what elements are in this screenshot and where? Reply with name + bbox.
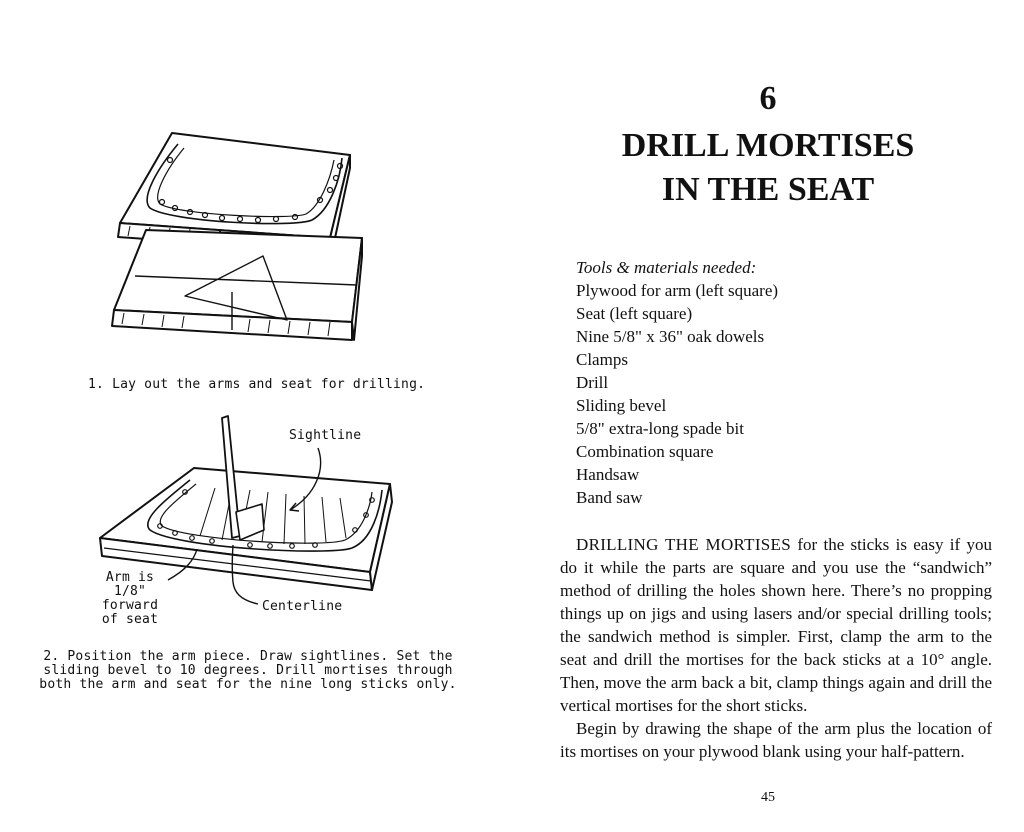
tool-item: Clamps bbox=[576, 350, 628, 369]
figure1-caption: 1. Lay out the arms and seat for drilling. bbox=[88, 377, 426, 392]
tools-list bbox=[576, 256, 778, 509]
centerline-label: Centerline bbox=[262, 599, 343, 614]
seat-blank-drawing bbox=[112, 230, 362, 340]
figure2-caption: 2. Position the arm piece. Draw sightlines. Set the sliding bevel to 10 degrees. Drill mortises through both the arm and seat for the nine long sticks only. bbox=[39, 649, 457, 692]
body-text bbox=[560, 533, 992, 763]
tool-item: Combination square bbox=[576, 442, 714, 461]
tool-item: 5/8" extra-long spade bit bbox=[576, 419, 744, 438]
tool-item: Band saw bbox=[576, 488, 643, 507]
paragraph-1 bbox=[560, 533, 992, 717]
right-page bbox=[512, 0, 1024, 832]
title-line-1: DRILL MORTISES bbox=[621, 127, 915, 164]
chapter-title bbox=[512, 124, 1024, 212]
paragraph-lead: DRILLING THE MORTISES bbox=[576, 535, 791, 554]
page-number: 45 bbox=[761, 790, 775, 805]
tool-item: Drill bbox=[576, 373, 609, 392]
tools-heading: Tools & materials needed: bbox=[576, 258, 757, 277]
paragraph-2: Begin by drawing the shape of the arm plus the location of its mortises on your plywood blank using your half-pattern. bbox=[560, 719, 992, 761]
sightline-label: Sightline bbox=[289, 428, 362, 443]
arm-forward-label: Arm is 1/8" forward of seat bbox=[101, 570, 159, 627]
chapter-number: 6 bbox=[759, 80, 777, 117]
tool-item: Handsaw bbox=[576, 465, 640, 484]
tool-item: Sliding bevel bbox=[576, 396, 667, 415]
tool-item: Plywood for arm (left square) bbox=[576, 281, 779, 300]
title-line-2: IN THE SEAT bbox=[661, 171, 875, 208]
tool-item: Seat (left square) bbox=[576, 304, 693, 323]
paragraph-1-text: for the sticks is easy if you do it while the parts are square and you use the “sandwich” method of drilling the holes shown here. There’s no propping things up on jigs and using lasers and/or special drilling tools; the sandwich method is simpler. First, clamp the arm to the seat and drill the mortises for the back sticks at a 10° angle. Then, move the arm back a bit, clamp things again and drill the vertical mortises for the short sticks. bbox=[560, 535, 992, 715]
tool-item: Nine 5/8" x 36" oak dowels bbox=[576, 327, 765, 346]
